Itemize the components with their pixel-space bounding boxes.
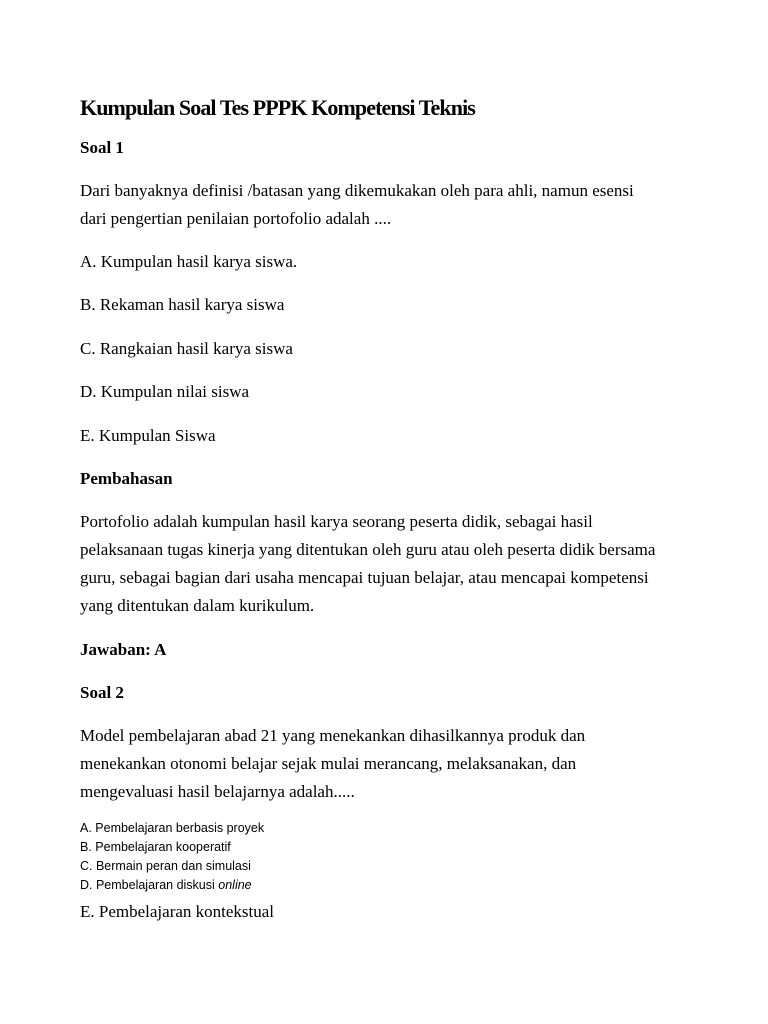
soal-1-question <box>80 177 634 233</box>
soal-1-option-e: E. Kumpulan Siswa <box>80 426 216 445</box>
soal-2-question <box>80 722 585 806</box>
question-line: menekankan otonomi belajar sejak mulai merancang, melaksanakan, dan <box>80 754 577 773</box>
soal-2-option-c: C. Bermain peran dan simulasi <box>80 859 251 873</box>
option-d-text: D. Pembelajaran diskusi <box>80 878 219 892</box>
soal-1-option-b: B. Rekaman hasil karya siswa <box>80 295 285 314</box>
pembahasan-text <box>80 508 655 620</box>
soal-1-heading: Soal 1 <box>80 138 124 157</box>
question-line: Model pembelajaran abad 21 yang menekankan dihasilkannya produk dan <box>80 726 586 745</box>
pembahasan-heading: Pembahasan <box>80 469 173 488</box>
pembahasan-line: guru, sebagai bagian dari usaha mencapai tujuan belajar, atau mencapai kompetensi <box>80 568 649 587</box>
pembahasan-line: Portofolio adalah kumpulan hasil karya seorang peserta didik, sebagai hasil <box>80 512 593 531</box>
pembahasan-line: pelaksanaan tugas kinerja yang ditentukan oleh guru atau oleh peserta didik bersama <box>80 540 656 559</box>
soal-1-option-c: C. Rangkaian hasil karya siswa <box>80 339 293 358</box>
soal-1-option-a: A. Kumpulan hasil karya siswa. <box>80 252 298 271</box>
soal-2-option-d <box>80 876 264 895</box>
soal-1-answer: Jawaban: A <box>80 640 167 659</box>
option-d-italic: online <box>218 878 252 892</box>
soal-2-heading: Soal 2 <box>80 683 124 702</box>
pembahasan-line: yang ditentukan dalam kurikulum. <box>80 596 315 615</box>
question-line: mengevaluasi hasil belajarnya adalah..... <box>80 782 355 801</box>
soal-2-option-e: E. Pembelajaran kontekstual <box>80 902 275 921</box>
question-line: dari pengertian penilaian portofolio adalah .... <box>80 209 392 228</box>
soal-2-options-list <box>80 819 264 895</box>
soal-2-option-b: B. Pembelajaran kooperatif <box>80 840 231 854</box>
question-line: Dari banyaknya definisi /batasan yang dikemukakan oleh para ahli, namun esensi <box>80 181 634 200</box>
soal-1-option-d: D. Kumpulan nilai siswa <box>80 382 250 401</box>
document-title: Kumpulan Soal Tes PPPK Kompetensi Teknis <box>80 95 475 120</box>
soal-2-option-a: A. Pembelajaran berbasis proyek <box>80 821 265 835</box>
